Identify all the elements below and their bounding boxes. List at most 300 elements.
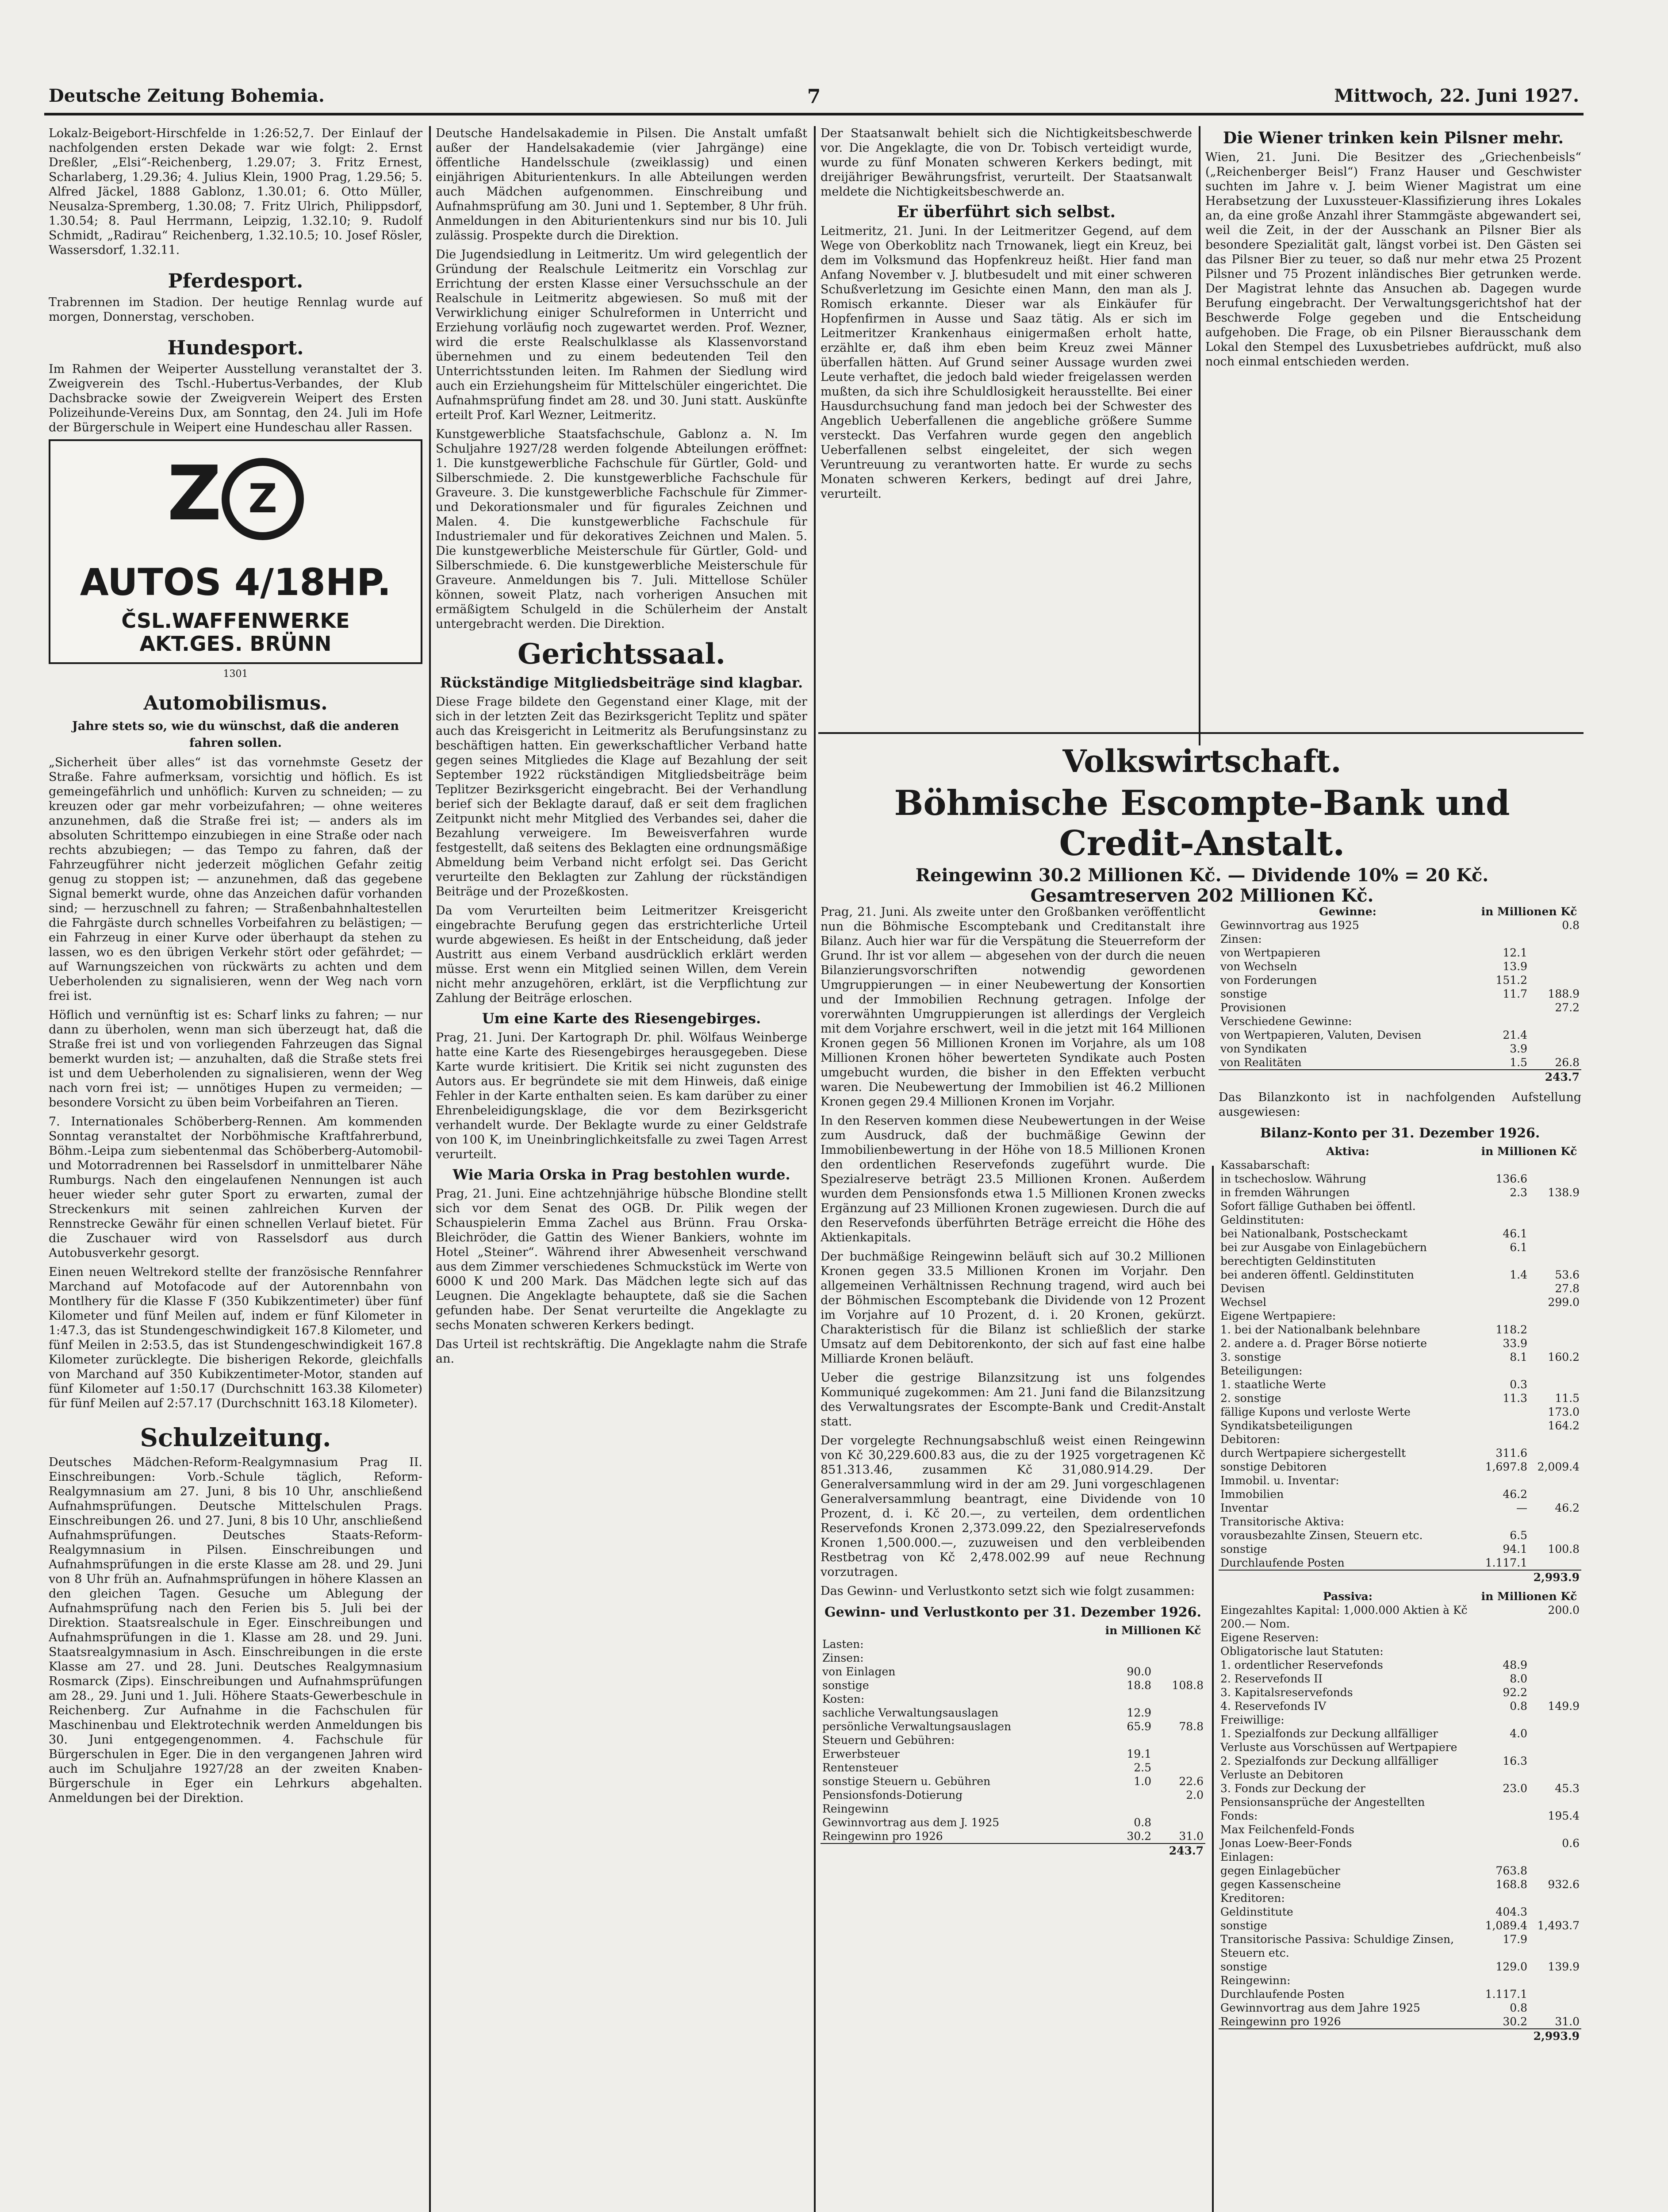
table-cell-b (1529, 1487, 1581, 1501)
bank-article-subtitle-2: Gesamtreserven 202 Millionen Kč. (1030, 885, 1374, 906)
table-cell-b (1529, 1378, 1581, 1391)
table-cell-a: 0.8 (1134, 1816, 1151, 1829)
table-cell-b: 200.0 (1548, 1604, 1580, 1617)
table-cell-label: Durchlaufende Posten (1220, 1988, 1345, 2001)
gewinne-table (1219, 905, 1581, 1084)
gewinne-unit: in Millionen Kč (1481, 905, 1577, 918)
table-cell-b (1529, 1199, 1581, 1227)
table-cell-b (1529, 1556, 1581, 1570)
table-cell-a (1477, 1836, 1529, 1850)
table-cell-b (1153, 1665, 1205, 1678)
table-cell-b: 138.9 (1548, 1186, 1580, 1199)
table-row (821, 1733, 1205, 1747)
table-row (1219, 1282, 1581, 1295)
table-cell-label: sonstige (1220, 1919, 1267, 1932)
table-row (1219, 960, 1581, 973)
table-cell-b (1529, 1905, 1581, 1919)
table-cell-label: Wechsel (1220, 1296, 1267, 1309)
table-cell-label: 2. Reservefonds II (1220, 1672, 1323, 1685)
table-cell-a: 8.1 (1510, 1351, 1527, 1363)
table-cell-a (1101, 1637, 1153, 1651)
table-row (1219, 1727, 1581, 1754)
table-row (821, 1651, 1205, 1665)
table-row (821, 1761, 1205, 1774)
table-row (1219, 1631, 1581, 1644)
table-row (1219, 2001, 1581, 2015)
table-cell-a (1101, 1802, 1153, 1816)
table-cell-b: 2.0 (1186, 1789, 1204, 1801)
gewinne-total: 243.7 (1529, 1070, 1581, 1084)
guv-table-body (821, 1637, 1205, 1843)
riesengebirge-text: Prag, 21. Juni. Der Kartograph Dr. phil. Wölfaus Weinberge hatte eine Karte des Riesengebirges herausgegeben. Diese Karte wurde kritisiert. Die Kritik sei nicht zugunsten des Autors aus. Er begründete sie mit dem Hinweis, daß einige Fehler in der Karte enthalten seien. Es kam darüber zu einer Ehrenbeleidigungsklage, die vor dem Bezirksgericht verhandelt wurde. Der Beklagte wurde zu einer Geldstrafe von 100 K, im Uneinbringlichkeitsfalle zu zwei Tagen Arrest verurteilt. (436, 1031, 807, 1161)
urteil-text: Da vom Verurteilten beim Leitmeritzer Kreisgericht eingebrachte Berufung gegen das erstrichterliche Urteil wurde abgewiesen. Es heißt in der Entscheidung, daß jeder Austritt aus einem Verband ausdrücklich erklärt werden müsse. Erst wenn ein Mitglied seinen Willen, dem Verein nicht mehr anzugehören, erklärt, ist die Verpflichtung zur Zahlung der Beiträge erloschen. (436, 904, 807, 1005)
table-row (1219, 1603, 1581, 1631)
table-row (1219, 918, 1581, 932)
table-cell-b: 31.0 (1179, 1830, 1204, 1843)
table-cell-label: Provisionen (1220, 1001, 1286, 1014)
table-cell-b: 299.0 (1548, 1296, 1580, 1309)
table-row (1219, 1501, 1581, 1515)
table-row (1219, 1528, 1581, 1542)
table-row (1219, 973, 1581, 987)
guv-table-title: Gewinn- und Verlustkonto per 31. Dezember 1926. (824, 1605, 1201, 1620)
table-row (1219, 1878, 1581, 1891)
table-cell-a: 1.117.1 (1485, 1988, 1527, 2001)
table-cell-b: 45.3 (1555, 1782, 1580, 1795)
table-cell-b: 164.2 (1548, 1419, 1580, 1432)
column-rule (814, 126, 816, 2212)
handelsakademie-text: Deutsche Handelsakademie in Pilsen. Die Anstalt umfaßt außer der Handelsakademie (vier Jahrgänge) eine öffentliche Handelsschule (zweiklassig) und einen einjährigen Abiturientenkurs. In alle Abteilungen werden auch Mädchen aufgenommen. Einschreibung und Aufnahmsprüfung am 30. Juni und 1. September, 8 Uhr früh. Anmeldungen in den Abiturientenkurs sind nur bis 10. Juli zulässig. Prospekte durch die Direktion. (436, 127, 807, 242)
table-cell-b: 0.8 (1562, 919, 1580, 932)
table-cell-label: Syndikatsbeteiligungen (1220, 1419, 1353, 1432)
gewinne-header: Gewinne: (1319, 905, 1377, 918)
passiva-table (1219, 1590, 1581, 2043)
table-cell-a (1101, 1692, 1153, 1706)
aktiva-table (1219, 1144, 1581, 1584)
table-cell-label: von Forderungen (1220, 974, 1317, 987)
table-cell-label: Kosten: (822, 1693, 865, 1705)
table-cell-b: 27.2 (1555, 1001, 1580, 1014)
column-3-bottom (821, 905, 1205, 2212)
table-row (821, 1706, 1205, 1720)
table-cell-label: Einlagen: (1220, 1851, 1274, 1863)
table-cell-label: Max Feilchenfeld-Fonds (1220, 1823, 1354, 1836)
table-cell-a: 48.9 (1503, 1659, 1527, 1671)
guv-total-spacer (1101, 1843, 1153, 1858)
table-cell-label: sonstige (822, 1679, 869, 1692)
table-cell-b (1529, 1042, 1581, 1056)
table-cell-label: sachliche Verwaltungsauslagen (822, 1706, 999, 1719)
newspaper-name: Deutsche Zeitung Bohemia. (49, 85, 325, 106)
table-cell-b (1529, 932, 1581, 946)
table-cell-a: 90.0 (1127, 1665, 1151, 1678)
table-cell-a (1477, 1295, 1529, 1309)
table-cell-b: 108.8 (1172, 1679, 1204, 1692)
table-cell-b: 31.0 (1555, 2015, 1580, 2028)
column-3-top (821, 126, 1192, 732)
aktiva-table-body (1219, 1158, 1581, 1570)
table-cell-a: 3.9 (1510, 1042, 1527, 1055)
table-cell-b (1529, 1158, 1581, 1172)
table-cell-label: von Syndikaten (1220, 1042, 1307, 1055)
table-cell-a (1477, 1014, 1529, 1028)
table-cell-label: sonstige (1220, 1543, 1267, 1555)
table-cell-a: 18.8 (1127, 1679, 1151, 1692)
passiva-unit: in Millionen Kč (1481, 1590, 1577, 1603)
table-row (1219, 1323, 1581, 1336)
table-row (1219, 1268, 1581, 1282)
section-rule (818, 732, 1584, 734)
orska-end-text: Das Urteil ist rechtskräftig. Die Angeklagte nahm die Strafe an. (436, 1337, 807, 1366)
wiener-text: Wien, 21. Juni. Die Besitzer des „Griechenbeisls“ („Reichenberger Beisl“) Franz Hauser und Geschwister suchten im Jahre v. J. beim Wiener Magistrat um eine Herabsetzung der Luxussteuer-Klassifizierung ihres Lokales an, da eine große Anzahl ihrer Stammgäste abgewandert sei, weil die Zeit, in der der Ausschank an Pilsner Bier als besondere Spezialität galt, längst vorbei ist. Den Gästen sei das Pilsner Bier zu teuer, so daß nur mehr etwa 25 Prozent Pilsner und 75 Prozent inländisches Bier getrunken werde. Der Magistrat lehnte das Ansuchen ab. Dagegen wurde Berufung eingebracht. Der Verwaltungsgerichtshof hat der Beschwerde Folge gegeben und die Entscheidung aufgehoben. Die Frage, ob ein Pilsner Bierausschank dem Lokal den Stempel des Luxusbetriebes aufdrückt, muß also noch einmal entschieden werden. (1205, 150, 1581, 369)
table-cell-a (1477, 1823, 1529, 1836)
section-heading-automobilismus: Automobilismus. (143, 692, 328, 714)
table-cell-a (1477, 1603, 1529, 1631)
table-cell-a: 92.2 (1503, 1686, 1527, 1699)
table-cell-b: 139.9 (1548, 1960, 1580, 1973)
table-cell-b (1529, 1028, 1581, 1042)
table-row (1219, 1378, 1581, 1391)
table-cell-a: 30.2 (1503, 2015, 1527, 2028)
table-cell-label: Reingewinn pro 1926 (1220, 2015, 1341, 2028)
table-row (1219, 1515, 1581, 1528)
table-cell-label: Durchlaufende Posten (1220, 1556, 1345, 1569)
table-cell-b (1529, 1974, 1581, 1987)
table-row (1219, 946, 1581, 960)
table-row (1219, 1172, 1581, 1186)
table-cell-a: 151.2 (1495, 974, 1527, 987)
table-row (821, 1720, 1205, 1733)
table-cell-b (1529, 1323, 1581, 1336)
table-cell-a (1477, 1631, 1529, 1644)
hundesport-text: Im Rahmen der Weiperter Ausstellung veranstaltet der 3. Zweigverein des Tschl.-Hubertus-Verbandes, der Klub Dachsbracke sowie der Zweigverein Weipert des Ersten Polizeihunde-Vereins Dux, am Sonntag, den 24. Juli im Hofe der Bürgerschule in Weipert eine Hundeschau aller Rassen. (49, 362, 422, 434)
table-cell-b: 26.8 (1555, 1056, 1580, 1069)
table-cell-a (1477, 1891, 1529, 1905)
table-cell-label: Eingezahltes Kapital: 1,000.000 Aktien à Kč 200.— Nom. (1220, 1604, 1468, 1630)
table-cell-b: 932.6 (1548, 1878, 1580, 1891)
table-cell-label: 3. Fonds zur Deckung der Pensionsansprüche der Angestellten (1220, 1782, 1425, 1809)
table-cell-a: 1.5 (1510, 1056, 1527, 1069)
table-cell-a (1477, 1419, 1529, 1432)
table-cell-label: Zinsen: (1220, 933, 1262, 945)
table-cell-a: 46.1 (1503, 1227, 1527, 1240)
table-cell-a: 6.1 (1510, 1241, 1527, 1254)
advertisement-company (50, 609, 421, 655)
table-row (1219, 1905, 1581, 1919)
weltrekord-text: Einen neuen Weltrekord stellte der französische Rennfahrer Marchand auf Motofacode auf der Autorennbahn von Montlhery für die Klasse F (350 Kubikzentimeter) über fünf Kilometer und fünf Meilen auf, indem er fünf Kilometer in 1:47.3, das ist Stundengeschwindigkeit 167.8 Kilometer, und fünf Meilen in 2:53.5, das ist Stundengeschwindigkeit 167.8 Kilometer zurücklegte. Die bisherigen Rekorde, gleichfalls von Marchand auf 350 Kubikzentimeter-Motor, standen auf fünf Kilometer auf 1:50.17 (Durchschnitt 163.38 Kilometer) für fünf Meilen auf 2:57.17 (Durchschnitt 163.18 Kilometer). (49, 1265, 422, 1410)
table-cell-a (1477, 1474, 1529, 1487)
table-cell-a: 94.1 (1503, 1543, 1527, 1555)
gewinne-table-body (1219, 918, 1581, 1070)
table-cell-label: 2. sonstige (1220, 1392, 1281, 1405)
table-cell-a (1477, 1405, 1529, 1419)
table-row (1219, 1001, 1581, 1014)
table-cell-a (1477, 1713, 1529, 1727)
table-row (1219, 1419, 1581, 1432)
table-cell-b (1529, 1754, 1581, 1782)
table-cell-b (1529, 946, 1581, 960)
table-cell-label: Fonds: (1220, 1809, 1258, 1822)
table-cell-a: 21.4 (1503, 1029, 1527, 1041)
table-cell-b (1529, 2001, 1581, 2015)
table-cell-b (1153, 1761, 1205, 1774)
bank-text-2: In den Reserven kommen diese Neubewertungen in der Weise zum Ausdruck, daß der buchmäßige Gewinn der Immobilienbewertung in der Höhe von 18.5 Millionen Kronen den ordentlichen Reservefonds zugeführt wurde. Die Spezialreserve beträgt 23.5 Millionen Kronen. Außerdem wurden dem Pensionsfonds etwa 1.5 Millionen Kronen zwecks Ergänzung auf 23 Millionen Kronen zugewiesen. Durch die auf den Reservefonds überführten Beträge erreicht die Höhe des Aktienkapitals. (821, 1114, 1205, 1244)
table-cell-label: 3. Kapitalsreservefonds (1220, 1686, 1353, 1699)
table-cell-a (1477, 918, 1529, 932)
table-cell-a: 16.3 (1503, 1755, 1527, 1767)
table-cell-a: 4.0 (1510, 1727, 1527, 1740)
table-cell-label: gegen Einlagebücher (1220, 1864, 1340, 1877)
bank-text-4: Ueber die gestrige Bilanzsitzung ist uns folgendes Kommuniqué zugekommen: Am 21. Juni fand die Bilanzsitzung des Verwaltungsrates der Escompte-Bank und Credit-Anstalt statt. (821, 1371, 1205, 1429)
table-row (1219, 1672, 1581, 1686)
table-row (1219, 1186, 1581, 1199)
table-row (1219, 1809, 1581, 1823)
table-cell-a (1477, 1850, 1529, 1864)
table-cell-label: Transitorische Aktiva: (1220, 1515, 1344, 1528)
table-cell-a: 1,697.8 (1485, 1460, 1527, 1473)
column-2 (436, 126, 807, 2212)
advertisement-logo (50, 450, 421, 540)
table-row (1219, 987, 1581, 1001)
automobilismus-text: „Sicherheit über alles“ ist das vornehmste Gesetz der Straße. Fahre aufmerksam, vorsichtig und höflich. Es ist gemeingefährlich und unhöflich: Kurven zu schneiden; — zu kreuzen oder gar mehr vorbeizufahren; — ohne weiteres anzunehmen, daß die Straße frei ist; — anders als im absoluten Schrittempo einzubiegen in eine Straße oder nach rechts abzubiegen; — das Tempo zu fahren, daß der Fahrzeugführer nicht jederzeit möglichen Gefahr zeitig genug zu stoppen ist; — anzunehmen, daß das gegebene Signal bemerkt wurde, ohne das Anzeichen dafür vorhanden sind; — herzuschnell zu fahren; — Straßenbahnhaltestellen die Fahrgäste durch schnelles Vorbeifahren zu belästigen; — ein Fahrzeug in einer Kurve oder überhaupt da stehen zu lassen, wo es den übrigen Verkehr stört oder gefährdet; — auf Warnungszeichen von rückwärts zu achten und dem Ueberholenden zu signalisieren, wenn der Weg nach vorn frei ist. (49, 756, 422, 1003)
table-row (1219, 1227, 1581, 1240)
table-cell-a: 12.1 (1503, 946, 1527, 959)
table-row (821, 1678, 1205, 1692)
table-cell-label: Gewinnvortrag aus 1925 (1220, 919, 1359, 932)
table-cell-b (1153, 1747, 1205, 1761)
selbst-text: Leitmeritz, 21. Juni. In der Leitmeritzer Gegend, auf dem Wege von Oberkoblitz nach Trnowanek, liegt ein Kreuz, bei dem im Volksmund das Hopfenkreuz heißt. Hier fand man Anfang November v. J. blutbesudelt und mit einer schweren Schußverletzung im Gesichte einen Mann, den man als J. Romisch erkannte. Dieser war als Einkäufer für Hopfenfirmen in Ausse und Saaz tätig. Als er sich im Leitmeritzer Krankenhaus einigermaßen erholt hatte, erzählte er, daß ihm eben beim Kreuz zwei Männer überfallen hätten. Auf Grund seiner Aussage wurden zwei Leute verhaftet, die jedoch bald wieder freigelassen werden mußten, da sich ihre Schuldlosigkeit herausstellte. Bei einer Hausdurchsuchung fand man jedoch bei der Schwester des Angeblich Ueberfallenen die angebliche größere Summe versteckt. Das Verfahren wurde gegen den angeblich Ueberfallenen selbst eingeleitet, der sich wegen Veruntreuung zu verantworten hatte. Er wurde zu sechs Monaten schweren Kerkers, bedingt auf drei Jahre, verurteilt. (821, 224, 1192, 501)
table-cell-a (1477, 1644, 1529, 1658)
table-cell-label: durch Wertpapiere sichergestellt (1220, 1447, 1406, 1459)
article-heading-orska: Wie Maria Orska in Prag bestohlen wurde. (452, 1166, 790, 1183)
table-cell-label: Inventar (1220, 1502, 1268, 1514)
bank-text-1: Prag, 21. Juni. Als zweite unter den Großbanken veröffentlicht nun die Böhmische Escomptebank und Creditanstalt ihre Bilanz. Auch hier war für die Verspätung die Steuerreform der Grund. Ihr ist vor allem — abgesehen von der durch die neuen Bilanzierungsvorschriften notwendig gewordenen Umgruppierungen — in einer Neubewertung der Konsortien und der Immobilien Rechnung getragen. Infolge der vorerwähnten Umgruppierungen ist allerdings der Vergleich mit dem Vorjahre erschwert, weil in die jetzt mit 164 Millionen Kronen gegen 56 Millionen Kronen im Vorjahre, als um 108 Millionen Kronen höher bewerteten Syndikate auch Posten umgebucht wurden, die bisher in den Effekten verbucht waren. Die Neubewertung der Immobilien ist 46.2 Millionen Kronen gegen 29.4 Millionen Kronen im Vorjahr. (821, 905, 1205, 1109)
table-cell-b: 46.2 (1555, 1502, 1580, 1514)
table-row (821, 1637, 1205, 1651)
passiva-header: Passiva: (1323, 1590, 1373, 1603)
table-row (1219, 1932, 1581, 1960)
table-cell-label: von Realitäten (1220, 1056, 1302, 1069)
table-row (1219, 1474, 1581, 1487)
jugendsiedlung-text: Die Jugendsiedlung in Leitmeritz. Um wird gelegentlich der Gründung der Realschule Leitmeritz ein Vorschlag zur Errichtung der ersten Klasse einer Versuchsschule an der Realschule in Leitmeritz abgewiesen. So muß mit der Verwirklichung einiger Schulreformen in Unterricht und Erziehung vorläufig noch zugewartet werden. Prof. Wezner, wird die erste Realschulklasse als Klassenvorstand übernehmen und zu einem bedeutenden Teil den Unterrichtsstunden leiten. Im Rahmen der Siedlung wird auch ein Erziehungsheim für Mittelschüler eingerichtet. Die Aufnahmsprüfung findet am 28. und 30. Juni statt. Auskünfte erteilt Prof. Karl Wezner, Leitmeritz. (436, 248, 807, 422)
table-cell-b (1529, 1864, 1581, 1878)
table-row (1219, 1240, 1581, 1268)
table-cell-a (1477, 1809, 1529, 1823)
table-cell-a: 13.9 (1503, 960, 1527, 973)
table-cell-b (1529, 1474, 1581, 1487)
aktiva-total-spacer (1477, 1570, 1529, 1584)
aktiva-header: Aktiva: (1326, 1145, 1369, 1158)
table-cell-a (1477, 1309, 1529, 1323)
column-4-bottom (1219, 905, 1581, 2212)
table-cell-a: 2.5 (1134, 1761, 1151, 1774)
table-cell-b (1529, 1932, 1581, 1960)
table-cell-label: Gewinnvortrag aus dem J. 1925 (822, 1816, 1000, 1829)
table-cell-a: 763.8 (1495, 1864, 1527, 1877)
table-row (1219, 1864, 1581, 1878)
table-cell-b: 27.8 (1555, 1282, 1580, 1295)
logo-letter: Z (167, 450, 222, 538)
bilanz-table-title: Bilanz-Konto per 31. Dezember 1926. (1260, 1125, 1540, 1141)
table-cell-b (1529, 1432, 1581, 1446)
passiva-table-body (1219, 1603, 1581, 2029)
guv-table (821, 1624, 1205, 1858)
logo-ring (222, 458, 304, 540)
table-row (1219, 1644, 1581, 1658)
table-cell-label: sonstige Steuern u. Gebühren (822, 1775, 991, 1788)
table-row (1219, 1919, 1581, 1932)
table-cell-a (1477, 1282, 1529, 1295)
table-cell-b: 160.2 (1548, 1351, 1580, 1363)
table-row (1219, 1056, 1581, 1070)
table-cell-label: in tschechoslow. Währung (1220, 1172, 1366, 1185)
table-row (1219, 1699, 1581, 1713)
staatsanwalt-text: Der Staatsanwalt behielt sich die Nichtigkeitsbeschwerde vor. Die Angeklagte, die von Dr. Tobisch verteidigt wurde, wurde zu fünf Monaten schweren Kerkers bedingt, mit dreijähriger Bewährungsfrist, verurteilt. Der Staatsanwalt meldete die Nichtigkeitsbeschwerde an. (821, 127, 1192, 199)
table-row (821, 1829, 1205, 1843)
table-row (821, 1774, 1205, 1788)
table-cell-a: 33.9 (1503, 1337, 1527, 1350)
passiva-total-label (1219, 2029, 1477, 2043)
table-cell-label: 3. sonstige (1220, 1351, 1281, 1363)
table-cell-b (1529, 1713, 1581, 1727)
table-cell-label: Kreditoren: (1220, 1892, 1285, 1905)
table-cell-b: 0.6 (1562, 1837, 1580, 1850)
table-row (1219, 1295, 1581, 1309)
table-cell-a: 11.7 (1503, 987, 1527, 1000)
table-cell-a (1477, 1158, 1529, 1172)
table-cell-label: Reingewinn pro 1926 (822, 1830, 943, 1843)
table-cell-b: 2,009.4 (1537, 1460, 1580, 1473)
table-row (1219, 1350, 1581, 1364)
issue-date: Mittwoch, 22. Juni 1927. (1334, 85, 1579, 106)
gewinne-total-label (1219, 1070, 1477, 1084)
page-number: 7 (807, 85, 821, 108)
guv-total: 243.7 (1153, 1843, 1205, 1858)
table-cell-b: 1,493.7 (1537, 1919, 1580, 1932)
schoeberberg-text: 7. Internationales Schöberberg-Rennen. Am kommenden Sonntag veranstaltet der Norböhmische Kraftfahrerbund, Böhm.-Leipa zum siebentenmal das Schöberberg-Automobil- und Motorradrennen bei Rasselsdorf in unmittelbarer Nähe Rumburgs. Nach den eingelaufenen Nennungen ist auch heuer wieder sehr guter Sport zu erwarten, zumal der Streckenkurs mit seinen zahlreichen Kurven der Rennstrecke Gewähr für einen schnellen Verlauf bietet. Für die Zuschauer wird von Rasselsdorf aus durch Autobusverkehr gesorgt. (49, 1115, 422, 1260)
table-row (1219, 932, 1581, 946)
table-cell-a: 8.0 (1510, 1672, 1527, 1685)
article-heading-wiener: Die Wiener trinken kein Pilsner mehr. (1223, 129, 1564, 147)
table-row (821, 1802, 1205, 1816)
table-cell-b (1529, 1644, 1581, 1658)
table-row (1219, 1391, 1581, 1405)
table-cell-a (1477, 1515, 1529, 1528)
table-row (821, 1816, 1205, 1829)
table-cell-b (1529, 1515, 1581, 1528)
column-4-top (1205, 126, 1581, 732)
aktiva-total: 2,993.9 (1529, 1570, 1581, 1584)
advertisement-headline: AUTOS 4/18HP. (80, 561, 391, 604)
table-cell-label: Devisen (1220, 1282, 1265, 1295)
table-cell-a: 19.1 (1127, 1747, 1151, 1760)
race-results: Lokalz-Beigebort-Hirschfelde in 1:26:52,7. Der Einlauf der nachfolgenden ersten Dekade war wie folgt: 2. Ernst Dreßler, „Elsi“-Reichenberg, 1.29.07; 3. Fritz Ernest, Scharlaberg, 1.29.36; 4. Julius Klein, 1900 Prag, 1.29.56; 5. Alfred Jäckel, 1888 Gablonz, 1.30.01; 6. Otto Müller, Neusalza-Spremberg, 1.30.08; 7. Fritz Ulrich, Philippsdorf, 1.30.54; 8. Paul Herrmann, Leipzig, 1.32.10; 9. Rudolf Schmidt, „Radirau“ Reichenberg, 1.32.10.5; 10. Josef Rösler, Wassersdorf, 1.32.11. (49, 127, 422, 257)
table-cell-label: sonstige (1220, 987, 1267, 1000)
table-cell-b (1529, 960, 1581, 973)
table-cell-b: 173.0 (1548, 1406, 1580, 1418)
table-cell-label: Geldinstitute (1220, 1905, 1293, 1918)
pferdesport-text: Trabrennen im Stadion. Der heutige Rennlag wurde auf morgen, Donnerstag, verschoben. (49, 296, 422, 324)
table-cell-label: von Wechseln (1220, 960, 1297, 973)
bank-article-subtitle-1: Reingewinn 30.2 Millionen Kč. — Dividende 10% = 20 Kč. (915, 865, 1489, 886)
table-cell-label: Debitoren: (1220, 1433, 1281, 1446)
table-cell-label: persönliche Verwaltungsauslagen (822, 1720, 1012, 1733)
gewinne-total-spacer (1477, 1070, 1529, 1084)
table-cell-a: 2.3 (1510, 1186, 1527, 1199)
table-row (1219, 1754, 1581, 1782)
table-cell-label: Immobilien (1220, 1488, 1284, 1501)
advertisement-number: 1301 (223, 668, 248, 680)
table-row (1219, 1542, 1581, 1556)
table-cell-a: 129.0 (1495, 1960, 1527, 1973)
table-cell-b: 149.9 (1548, 1700, 1580, 1713)
table-row (1219, 1960, 1581, 1974)
table-cell-a: 1.117.1 (1485, 1556, 1527, 1569)
passiva-total-spacer (1477, 2029, 1529, 2043)
table-cell-label: 4. Reservefonds IV (1220, 1700, 1327, 1713)
table-cell-b (1529, 1987, 1581, 2001)
table-row (1219, 1042, 1581, 1056)
table-cell-b (1153, 1706, 1205, 1720)
table-cell-label: Rentensteuer (822, 1761, 898, 1774)
page-header (44, 82, 1584, 115)
table-row (1219, 1891, 1581, 1905)
table-cell-a: 30.2 (1127, 1830, 1151, 1843)
table-cell-b (1153, 1816, 1205, 1829)
table-cell-a (1477, 1199, 1529, 1227)
aktiva-unit: in Millionen Kč (1481, 1145, 1577, 1158)
economy-header (823, 737, 1581, 906)
table-cell-a (1101, 1651, 1153, 1665)
article-heading-selbst: Er überführt sich selbst. (897, 203, 1116, 221)
table-row (821, 1747, 1205, 1761)
table-cell-b (1529, 973, 1581, 987)
table-cell-label: Immobil. u. Inventar: (1220, 1474, 1339, 1487)
table-cell-b (1529, 1172, 1581, 1186)
guv-total-label (821, 1843, 1101, 1858)
article-heading-mitgliedsbeitraege: Rückständige Mitgliedsbeiträge sind klagbar. (440, 674, 803, 691)
table-cell-label: Kassabarschaft: (1220, 1159, 1310, 1171)
table-cell-label: bei zur Ausgabe von Einlagebüchern berechtigten Geldinstituten (1220, 1241, 1427, 1267)
table-cell-a: 118.2 (1495, 1323, 1527, 1336)
table-cell-a: 0.8 (1510, 1700, 1527, 1713)
table-cell-b: 188.9 (1548, 987, 1580, 1000)
table-cell-b (1529, 1850, 1581, 1864)
bank-article-title: Böhmische Escompte-Bank und Credit-Anstalt. (894, 783, 1510, 864)
table-cell-label: 1. Spezialfonds zur Deckung allfälliger Verluste aus Vorschüssen auf Wertpapiere (1220, 1727, 1457, 1754)
table-row (1219, 1336, 1581, 1350)
table-cell-a (1477, 932, 1529, 946)
table-cell-b (1529, 1014, 1581, 1028)
table-cell-label: in fremden Währungen (1220, 1186, 1350, 1199)
table-row (1219, 1432, 1581, 1446)
table-cell-b: 100.8 (1548, 1543, 1580, 1555)
table-cell-b (1153, 1692, 1205, 1706)
table-cell-b (1153, 1733, 1205, 1747)
table-cell-b: 11.5 (1555, 1392, 1580, 1405)
table-cell-a (1477, 1432, 1529, 1446)
table-row (821, 1692, 1205, 1706)
orska-text: Prag, 21. Juni. Eine achtzehnjährige hübsche Blondine stellt sich vor dem Senat des OGB. Dr. Pilik wegen der Schauspielerin Emma Zachel aus Brünn. Frau Orska-Bleichröder, die Gattin des Wiener Bankiers, wohnte im Hotel „Steiner“. Während ihrer Abwesenheit verschwand aus dem Zimmer verschiedenes Schmuckstück im Werte von 6000 K und 200 Mark. Das Mädchen legte sich auf das Leugnen. Die Angeklagte behauptete, daß sie die Sachen gefunden habe. Der Senat verurteilte die Angeklagte zu sechs Monaten schweren Kerkers bedingt. (436, 1187, 807, 1332)
table-cell-label: Gewinnvortrag aus dem Jahre 1925 (1220, 2001, 1420, 2014)
table-row (1219, 1823, 1581, 1836)
table-row (1219, 1850, 1581, 1864)
table-row (1219, 1158, 1581, 1172)
table-cell-a: 11.3 (1503, 1392, 1527, 1405)
table-cell-b (1529, 1309, 1581, 1323)
table-cell-label: 2. andere a. d. Prager Börse notierte (1220, 1337, 1427, 1350)
table-cell-b (1153, 1637, 1205, 1651)
